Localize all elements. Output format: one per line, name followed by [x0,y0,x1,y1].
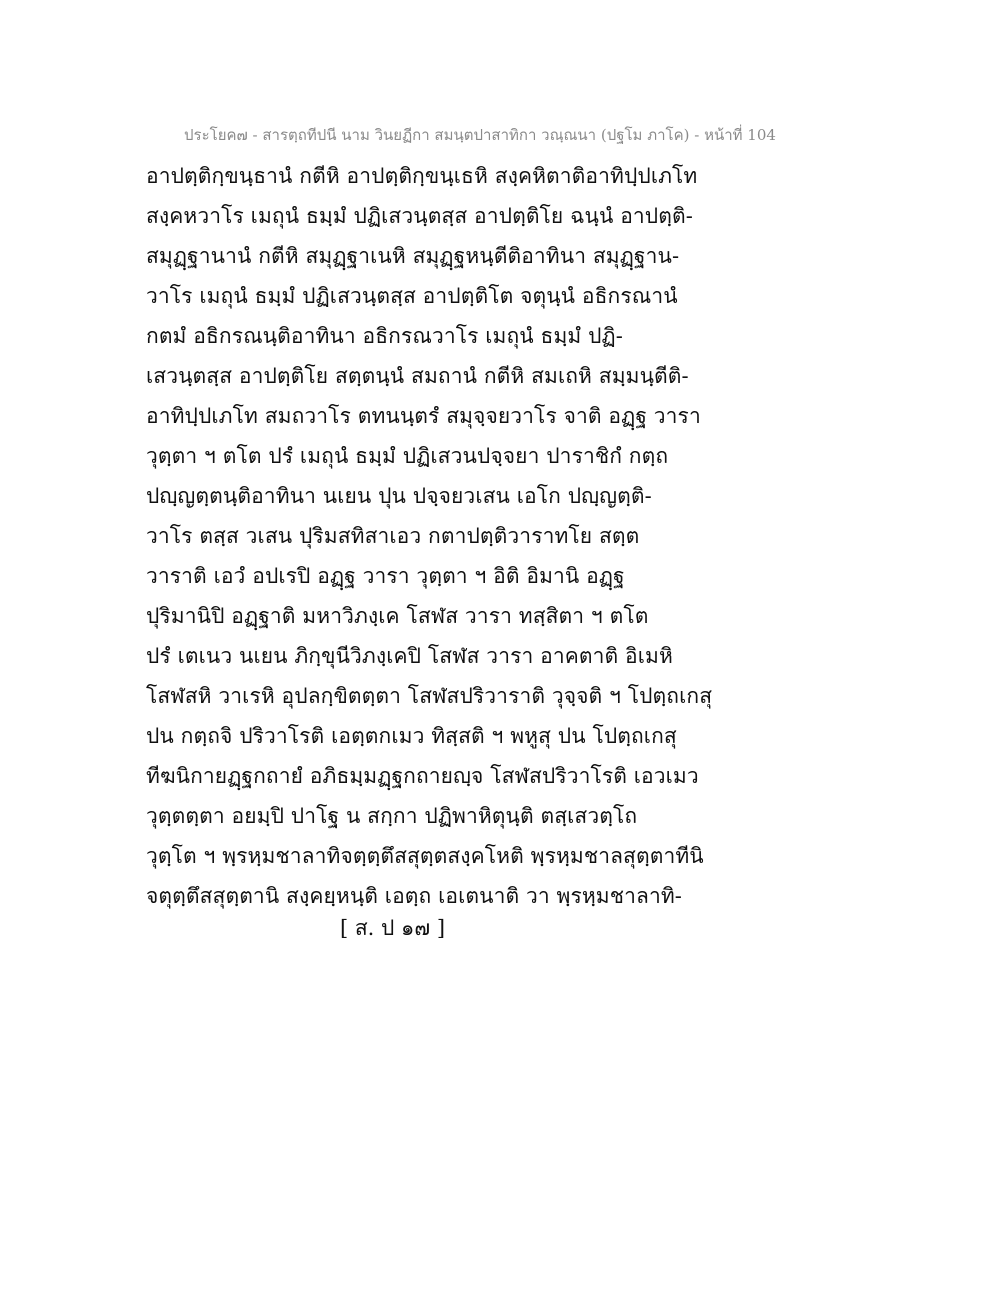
text-line: เสวนฺตสฺส อาปตฺติโย สตฺตนฺนํ สมถานํ กตีหิ สมเถหิ สมฺมนฺตีติ- [146,364,689,388]
text-line: วุตฺตตฺตา อยมฺปิ ปาโฐ น สกฺกา ปฏิพาหิตุนฺติ ตสฺเสวตฺโถ [146,804,638,828]
text-line: ปรํ เตเนว นเยน ภิกฺขุนีวิภงฺเคปิ โสฬส วารา อาคตาติ อิเมหิ [146,644,673,668]
text-line: ปญฺญตฺตนฺติอาทินา นเยน ปุน ปจฺจยวเสน เอโก ปญฺญตฺติ- [146,484,652,508]
body-text [146,156,906,916]
signature-marker: [ ส. ป ๑๗ ] [340,916,446,940]
text-line: อาปตฺติกฺขนฺธานํ กตีหิ อาปตฺติกฺขนฺเธหิ สงฺคหิตาติอาทิปฺปเภโท [146,164,698,188]
running-header: ประโยค๗ - สารตฺถทีปนี นาม วินยฏีกา สมนฺตปาสาทิกา วณฺณนา (ปฐโม ภาโค) - หน้าที่ 104 [184,126,776,144]
text-line: ปน กตฺถจิ ปริวาโรติ เอตฺตกเมว ทิสฺสติ ฯ พหูสุ ปน โปตฺถเกสุ [146,724,677,748]
text-line: สมุฏฺฐานานํ กตีหิ สมุฏฺฐาเนหิ สมุฏฺฐหนฺตีติอาทินา สมุฏฺฐาน- [146,244,680,268]
text-line: จตุตฺตึสสุตฺตานิ สงฺคยฺหนฺติ เอตฺถ เอเตนาติ วา พฺรหฺมชาลาทิ- [146,884,682,908]
text-line: โสฬสหิ วาเรหิ อุปลกฺขิตตฺตา โสฬสปริวาราติ วุจฺจติ ฯ โปตฺถเกสุ [146,684,713,708]
text-line: วุตฺตา ฯ ตโต ปรํ เมถุนํ ธมฺมํ ปฏิเสวนปจฺจยา ปาราชิกํ กตฺถ [146,444,669,468]
text-line: สงฺคหวาโร เมถุนํ ธมฺมํ ปฏิเสวนฺตสฺส อาปตฺติโย ฉนฺนํ อาปตฺติ- [146,204,693,228]
text-line: ปุริมานิปิ อฏฺฐาติ มหาวิภงฺเค โสฬส วารา ทสฺสิตา ฯ ตโต [146,604,649,628]
text-line: วาโร เมถุนํ ธมฺมํ ปฏิเสวนฺตสฺส อาปตฺติโต จตุนฺนํ อธิกรณานํ [146,284,678,308]
text-line: วุตฺโต ฯ พฺรหฺมชาลาทิจตฺตฺตึสสุตฺตสงฺคโหติ พฺรหฺมชาลสุตฺตาทีนิ [146,844,704,868]
text-line: ทีฆนิกายฏฺฐกถายํ อภิธมฺมฏฺฐกถายญฺจ โสฬสปริวาโรติ เอวเมว [146,764,699,788]
text-line: วาราติ เอวํ อปเรปิ อฏฺฐ วารา วุตฺตา ฯ อิติ อิมานิ อฏฺฐ [146,564,625,588]
text-line: วาโร ตสฺส วเสน ปุริมสทิสาเอว กตาปตฺติวาราทโย สตฺต [146,524,640,548]
text-line: อาทิปฺปเภโท สมถวาโร ตทนนฺตรํ สมุจฺจยวาโร จาติ อฏฺฐ วารา [146,404,701,428]
text-line: กตมํ อธิกรณนฺติอาทินา อธิกรณวาโร เมถุนํ ธมฺมํ ปฏิ- [146,324,623,348]
